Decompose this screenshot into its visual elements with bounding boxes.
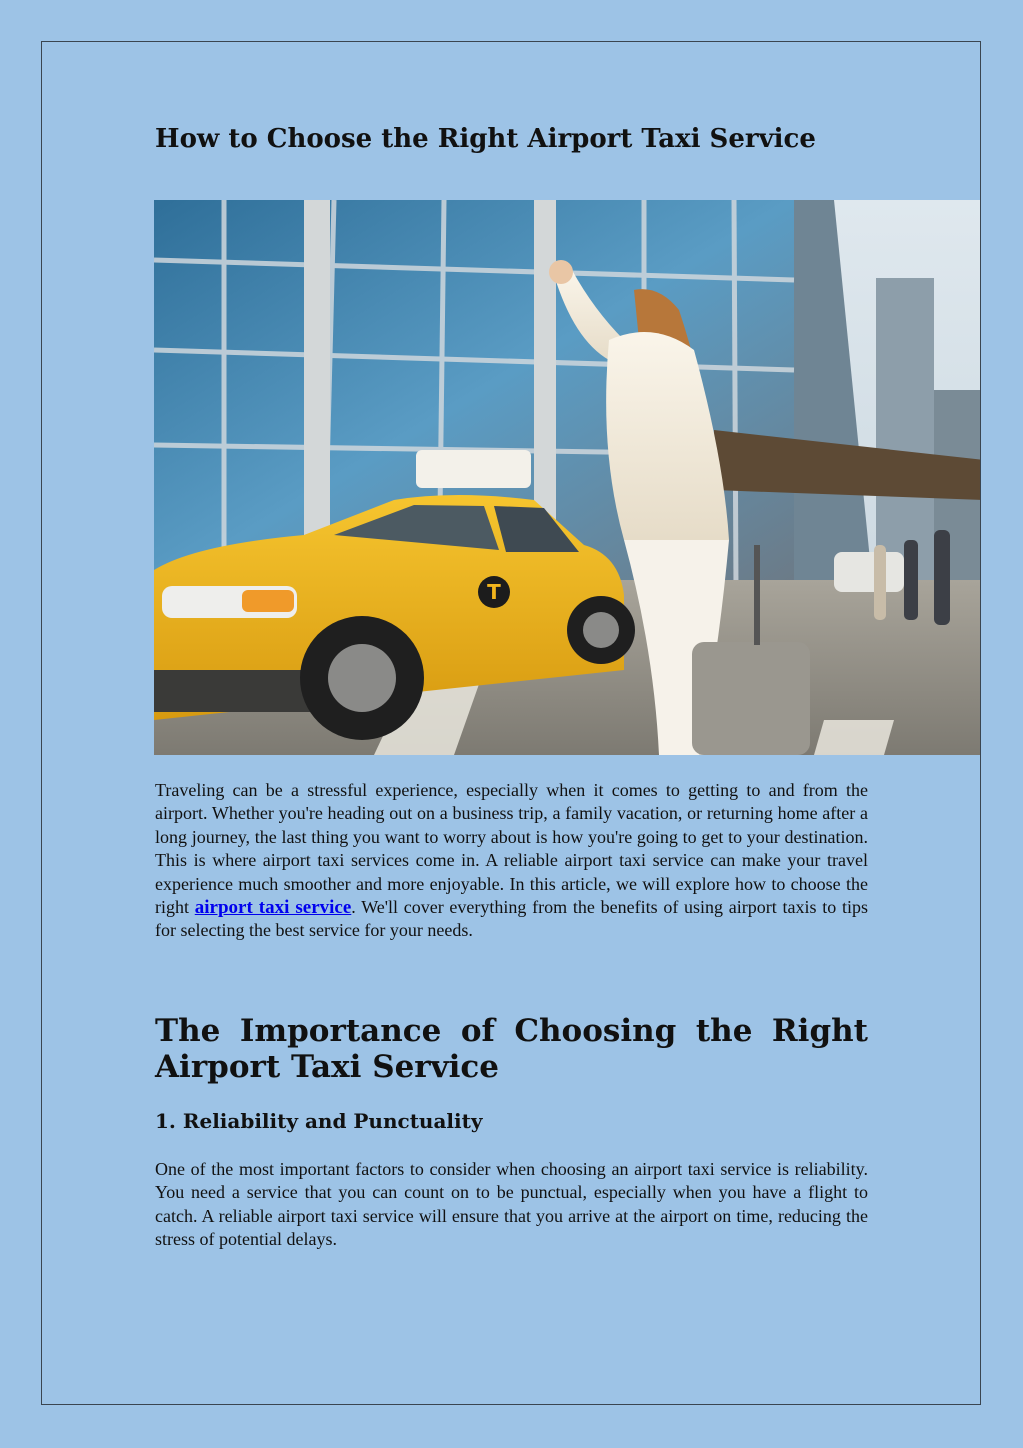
section-heading-line2: Airport Taxi Service — [155, 1049, 500, 1085]
section-heading-line1 — [155, 1013, 868, 1049]
heading-word: the — [695, 1013, 753, 1049]
intro-text-before-link: Traveling can be a stressful experience, especially when it comes to getting to and from the airport. Whether you're heading out on a business trip, a family vacation, or returning home after a long journey, the last thing you want to worry about is how you're going to get to your destination. This is where airport taxi services come in. A reliable airport taxi service can make your travel experience much smoother and more enjoyable. In this article, we will explore how to choose the right — [155, 780, 868, 918]
reliability-paragraph: One of the most important factors to consider when choosing an airport taxi service is reliability. You need a service that you can count on to be punctual, especially when you have a flight to catch. A reliable airport taxi service will ensure that you arrive at the airport on time, reducing the stress of potential delays. — [155, 1159, 868, 1250]
intro-paragraph — [155, 779, 868, 943]
intro-text-after-link: . We'll cover everything from the benefits of using airport taxis to tips for selecting the best service for your needs. — [155, 897, 868, 941]
heading-word: Right — [771, 1013, 868, 1049]
section-heading — [155, 1013, 868, 1085]
airport-taxi-service-link[interactable]: airport taxi service — [194, 897, 352, 919]
heading-word: The — [155, 1013, 221, 1049]
heading-word: Importance — [239, 1013, 442, 1049]
subsection-heading: 1. Reliability and Punctuality — [155, 1109, 483, 1133]
heading-word: of — [460, 1013, 495, 1049]
hero-image — [154, 200, 980, 755]
page-title: How to Choose the Right Airport Taxi Service — [155, 124, 816, 154]
taxi-logo-letter: T — [487, 580, 501, 604]
heading-word: Choosing — [514, 1013, 677, 1049]
